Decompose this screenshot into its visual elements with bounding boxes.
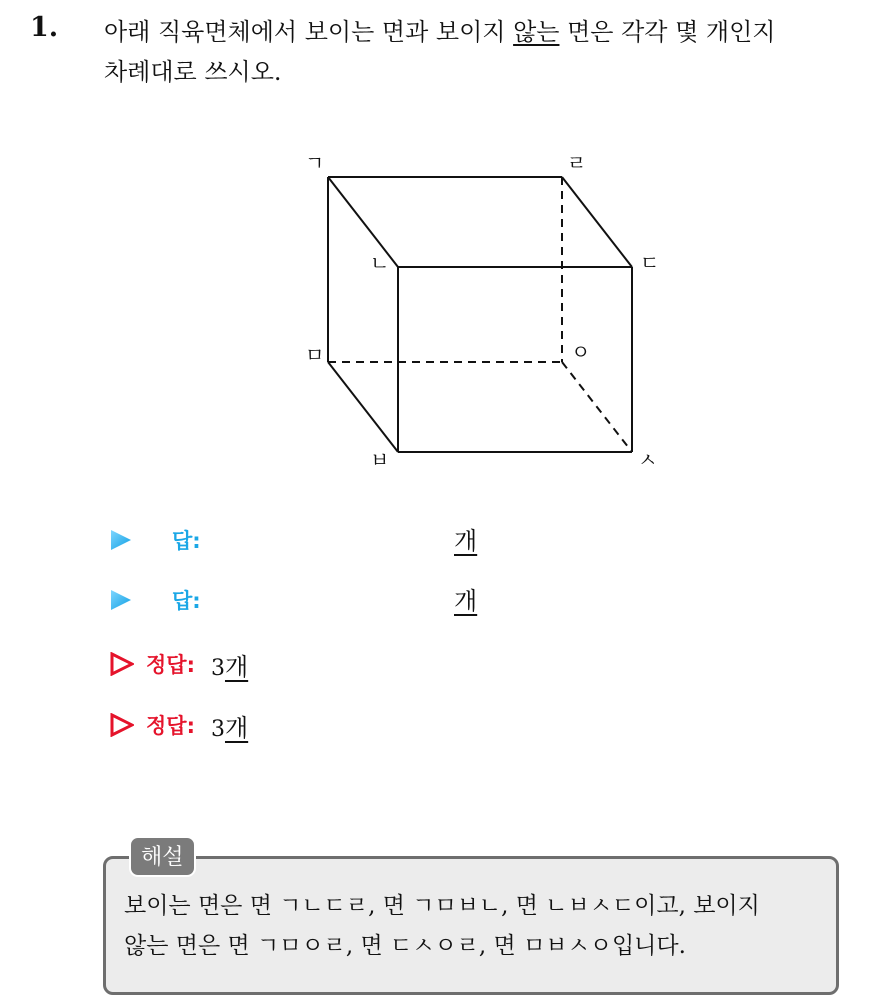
outline-triangle-icon — [110, 713, 134, 737]
solution-label: 정답: — [146, 714, 195, 738]
vertex-label-b: ㅂ — [370, 448, 390, 472]
outline-triangle-icon — [110, 652, 134, 676]
edge-m-b — [328, 362, 398, 452]
underlined-word: 않는 — [513, 18, 560, 46]
cuboid-figure — [0, 0, 884, 500]
vertex-label-s: ㅅ — [638, 448, 658, 472]
answer-unit: 개 — [454, 587, 478, 615]
vertex-label-m: ㅁ — [305, 343, 325, 367]
explanation-line-2: 않는 면은 면 ㄱㅁㅇㄹ, 면 ㄷㅅㅇㄹ, 면 ㅁㅂㅅㅇ입니다. — [124, 933, 686, 959]
play-triangle-icon — [110, 589, 132, 611]
vertex-label-d: ㄷ — [640, 251, 660, 275]
explanation-tag: 해설 — [129, 836, 196, 877]
answer-label: 답: — [172, 589, 201, 613]
answer-row-2 — [110, 580, 201, 620]
vertex-label-g: ㄱ — [305, 151, 325, 175]
vertex-label-n: ㄴ — [370, 251, 390, 275]
question-number: 1. — [30, 12, 59, 43]
solution-label: 정답: — [146, 653, 195, 677]
answer-row-1 — [110, 520, 201, 560]
solution-row-1 — [110, 644, 248, 684]
solution-value: 3개 — [210, 652, 249, 681]
solution-value: 3개 — [210, 713, 249, 742]
vertex-label-r: ㄹ — [567, 151, 587, 175]
answer-label: 답: — [172, 529, 201, 553]
explanation-text — [124, 886, 836, 966]
solution-row-2 — [110, 705, 248, 745]
hidden-edge-o-s — [562, 362, 632, 452]
explanation-line-1: 보이는 면은 면 ㄱㄴㄷㄹ, 면 ㄱㅁㅂㄴ, 면 ㄴㅂㅅㄷ이고, 보이지 — [124, 893, 760, 919]
edge-r-d — [562, 177, 632, 267]
vertex-label-o: ㅇ — [571, 340, 591, 364]
play-triangle-icon — [110, 529, 132, 551]
question-line-1: 아래 직육면체에서 보이는 면과 보이지 않는 면은 각각 몇 개인지 — [104, 18, 776, 46]
answer-unit: 개 — [454, 527, 478, 555]
question-line-2: 차례대로 쓰시오. — [104, 58, 282, 86]
